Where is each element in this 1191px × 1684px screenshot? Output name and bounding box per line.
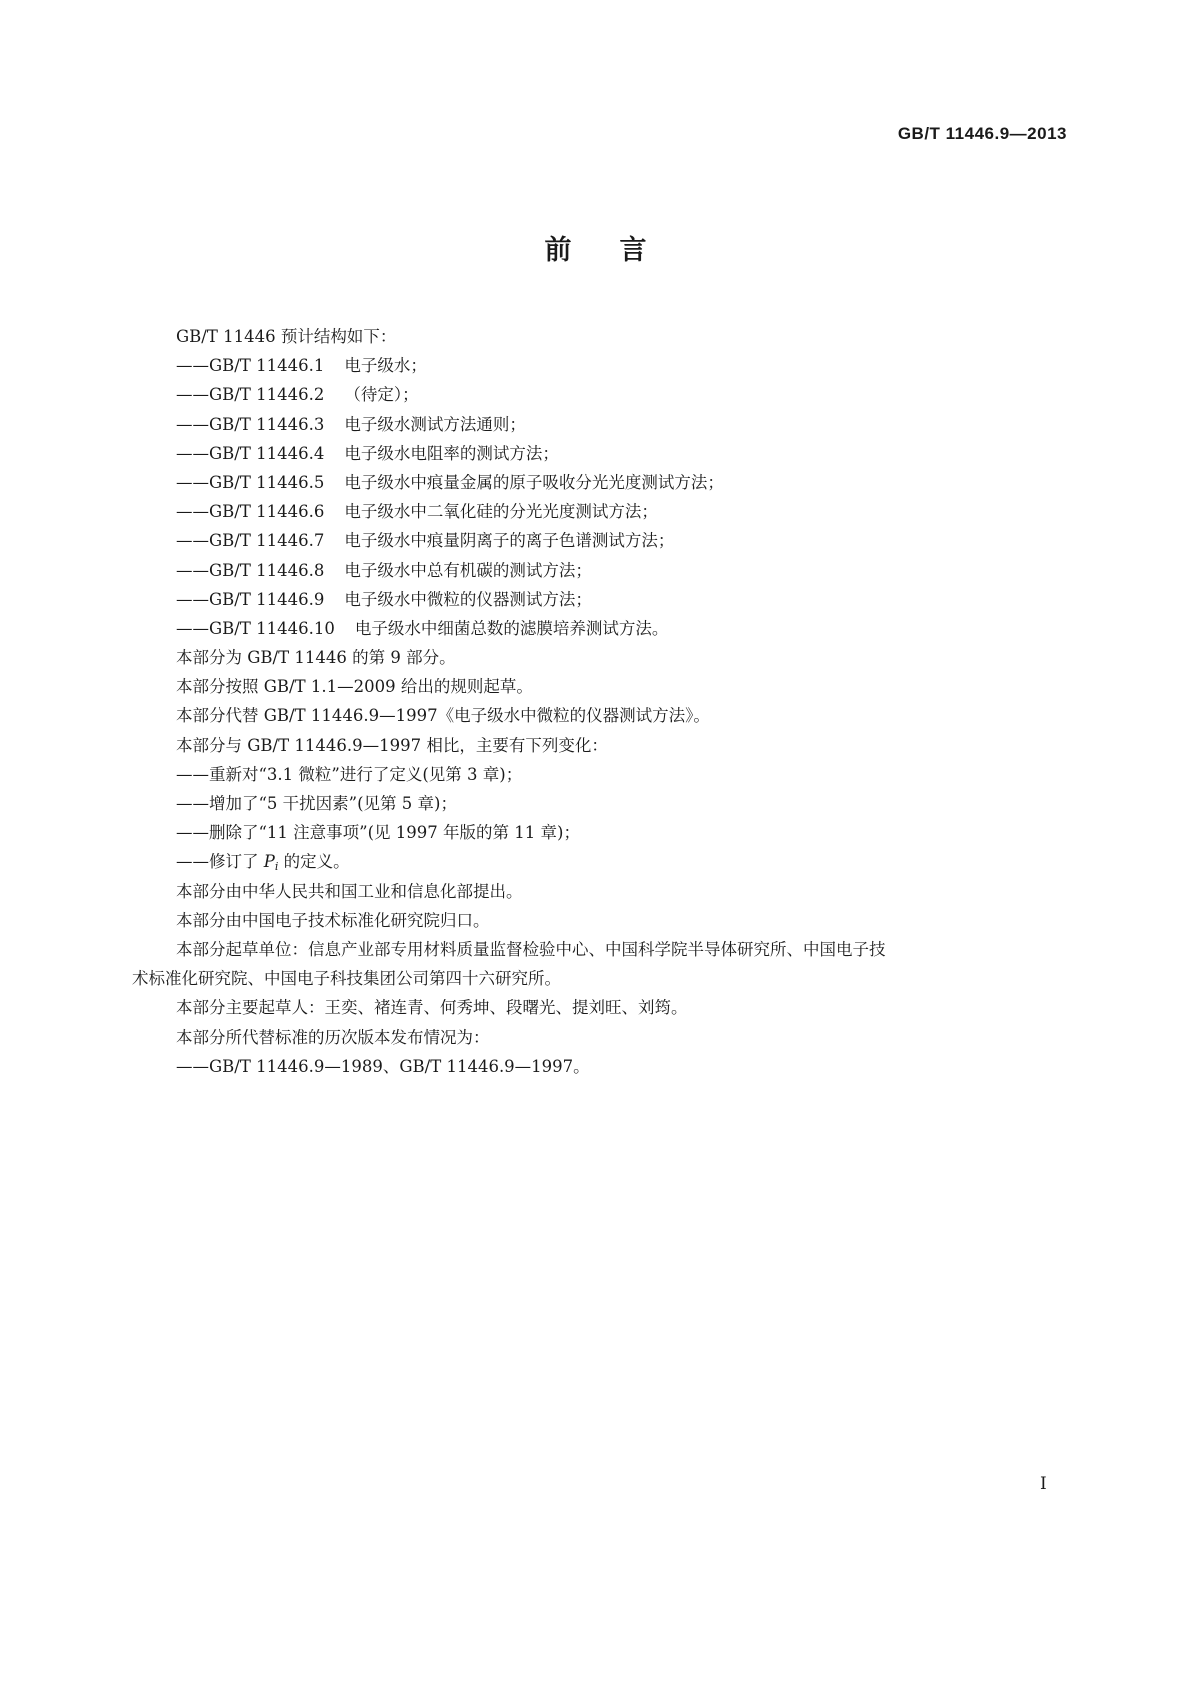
history-versions: GB/T 11446.9—1989、GB/T 11446.9—1997。 bbox=[209, 1056, 590, 1076]
part-name: （待定）； bbox=[344, 385, 419, 405]
changes-intro: 本部分与 GB/T 11446.9—1997 相比，主要有下列变化： bbox=[176, 735, 608, 755]
change-last-suffix: 的定义。 bbox=[278, 852, 350, 872]
symbol-p: P bbox=[263, 852, 275, 872]
part-list-item bbox=[176, 380, 1056, 409]
change-item bbox=[176, 847, 1056, 876]
change-text: 重新对“3.1 微粒”进行了定义(见第 3 章)； bbox=[209, 764, 523, 784]
part-list-item bbox=[176, 614, 1056, 643]
change-item bbox=[176, 760, 1056, 789]
dash-mark: —— bbox=[176, 560, 209, 580]
parts-list bbox=[176, 351, 1056, 643]
part-list-item bbox=[176, 526, 1056, 555]
dash-mark: —— bbox=[176, 356, 209, 376]
page-title: 前言 bbox=[544, 235, 695, 266]
part-name: 电子级水； bbox=[344, 356, 427, 376]
part-list-item bbox=[176, 410, 1056, 439]
change-last-prefix: 修订了 bbox=[209, 852, 264, 872]
foreword-body bbox=[132, 322, 1056, 1081]
dash-mark: —— bbox=[176, 531, 209, 551]
part-name: 电子级水电阻率的测试方法； bbox=[344, 443, 559, 463]
dash-mark: —— bbox=[176, 443, 209, 463]
dash-mark: —— bbox=[176, 589, 209, 609]
centralized-by: 本部分由中国电子技术标准化研究院归口。 bbox=[176, 910, 490, 930]
part-name: 电子级水测试方法通则； bbox=[344, 414, 526, 434]
drafters: 本部分主要起草人：王奕、褚连青、何秀坤、段曙光、提刘旺、刘筠。 bbox=[176, 998, 688, 1018]
symbol-subscript: i bbox=[274, 860, 279, 874]
changes-list bbox=[176, 760, 1056, 848]
part-name: 电子级水中微粒的仪器测试方法； bbox=[344, 589, 592, 609]
part-code: GB/T 11446.3 bbox=[209, 414, 325, 434]
document-code: GB/T 11446.9—2013 bbox=[897, 124, 1067, 143]
dash-mark: —— bbox=[176, 385, 209, 405]
drafting-units-line-2: 术标准化研究院、中国电子科技集团公司第四十六研究所。 bbox=[132, 969, 561, 989]
change-text: 增加了“5 干扰因素”(见第 5 章)； bbox=[209, 794, 457, 813]
dash-mark: —— bbox=[176, 1056, 209, 1076]
replaces-statement: 本部分代替 GB/T 11446.9—1997《电子级水中微粒的仪器测试方法》。 bbox=[176, 706, 710, 726]
dash-mark: —— bbox=[176, 502, 209, 522]
dash-mark: —— bbox=[176, 414, 209, 434]
part-name: 电子级水中总有机碳的测试方法； bbox=[344, 560, 592, 580]
part-code: GB/T 11446.4 bbox=[209, 443, 325, 463]
part-name: 电子级水中二氧化硅的分光光度测试方法； bbox=[344, 502, 658, 522]
history-item bbox=[176, 1052, 1056, 1081]
dash-mark: —— bbox=[176, 823, 209, 843]
part-code: GB/T 11446.7 bbox=[209, 531, 325, 551]
dash-mark: —— bbox=[176, 618, 209, 638]
part-name: 电子级水中痕量阴离子的离子色谱测试方法； bbox=[344, 531, 675, 551]
part-list-item bbox=[176, 497, 1056, 526]
part-list-item bbox=[176, 439, 1056, 468]
part-list-item bbox=[176, 351, 1056, 380]
part-code: GB/T 11446.6 bbox=[209, 502, 325, 522]
proposed-by: 本部分由中华人民共和国工业和信息化部提出。 bbox=[176, 881, 523, 901]
structure-intro: GB/T 11446 预计结构如下： bbox=[176, 327, 397, 346]
dash-mark: —— bbox=[176, 764, 209, 784]
dash-mark: —— bbox=[176, 794, 209, 813]
page-number: I bbox=[1040, 1474, 1047, 1494]
part-name: 电子级水中细菌总数的滤膜培养测试方法。 bbox=[354, 618, 669, 638]
part-list-item bbox=[176, 585, 1056, 614]
rules-statement: 本部分按照 GB/T 1.1—2009 给出的规则起草。 bbox=[176, 677, 533, 697]
change-item bbox=[176, 818, 1056, 847]
part-name: 电子级水中痕量金属的原子吸收分光光度测试方法； bbox=[344, 472, 724, 492]
part-code: GB/T 11446.5 bbox=[209, 472, 325, 492]
history-intro: 本部分所代替标准的历次版本发布情况为： bbox=[176, 1027, 490, 1047]
part-of-statement: 本部分为 GB/T 11446 的第 9 部分。 bbox=[176, 648, 456, 668]
part-code: GB/T 11446.2 bbox=[209, 385, 325, 405]
dash-mark: —— bbox=[176, 852, 209, 872]
part-list-item bbox=[176, 468, 1056, 497]
part-code: GB/T 11446.10 bbox=[209, 618, 335, 638]
part-code: GB/T 11446.1 bbox=[209, 356, 325, 376]
drafting-units-line-1: 本部分起草单位：信息产业部专用材料质量监督检验中心、中国科学院半导体研究所、中国电子技 bbox=[176, 939, 886, 959]
change-item bbox=[176, 789, 1056, 818]
part-list-item bbox=[176, 556, 1056, 585]
part-code: GB/T 11446.9 bbox=[209, 589, 325, 609]
dash-mark: —— bbox=[176, 472, 209, 492]
part-code: GB/T 11446.8 bbox=[209, 560, 325, 580]
change-text: 删除了“11 注意事项”(见 1997 年版的第 11 章)； bbox=[209, 823, 580, 843]
